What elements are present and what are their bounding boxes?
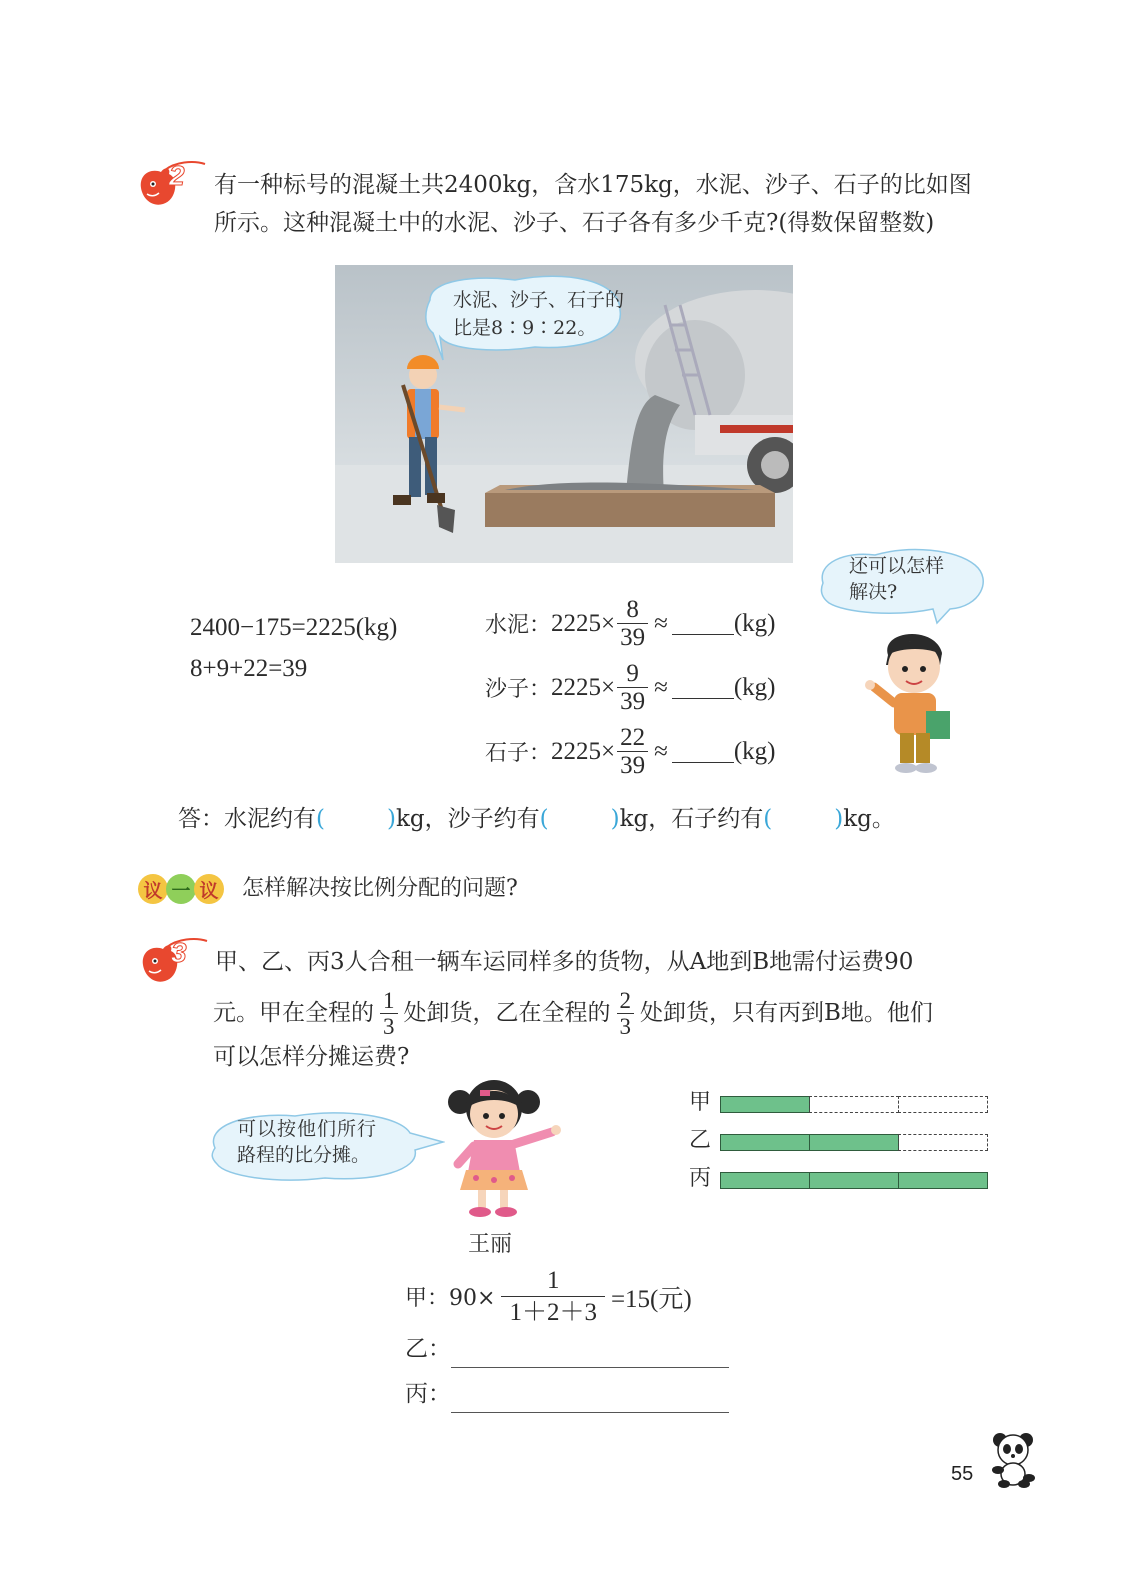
discuss-badge-2: 一 <box>166 874 196 904</box>
numerator: 22 <box>620 724 646 751</box>
yi-answer-line[interactable] <box>451 1343 729 1368</box>
problem-2-badge <box>135 160 207 210</box>
problem-2-number: 2 <box>169 160 185 191</box>
fraction-two-thirds <box>617 989 635 1038</box>
boy-bubble-line-2: 解决? <box>849 581 898 603</box>
denominator: 3 <box>617 1013 635 1038</box>
row-expr: 2225× <box>551 673 616 701</box>
row-expr: 2225× <box>551 737 616 765</box>
problem-2-line-1: 有一种标号的混凝土共2400kg，含水175kg，水泥、沙子、石子的比如图 <box>214 172 972 198</box>
bar-segment <box>898 1172 988 1189</box>
bing-line <box>405 1375 729 1413</box>
yi-line <box>405 1330 729 1368</box>
fraction <box>617 597 648 650</box>
boy-bubble-line-1: 还可以怎样 <box>849 555 945 577</box>
bar-segment <box>720 1172 810 1189</box>
worker-bubble-line-2: 比是8∶9∶22。 <box>453 317 597 339</box>
discuss-badge <box>138 874 224 904</box>
denominator: 1＋2＋3 <box>501 1296 605 1325</box>
jia-calculation <box>405 1268 692 1325</box>
boy-speech-bubble <box>815 545 990 625</box>
approx-sign: ≈ <box>654 673 668 701</box>
bar-segment <box>898 1096 988 1113</box>
numerator: 8 <box>626 596 639 623</box>
calc-row-cement <box>485 597 776 650</box>
row-label: 水泥： <box>485 613 552 638</box>
approx-sign: ≈ <box>654 609 668 637</box>
bar-label-bing: 丙 <box>689 1166 712 1191</box>
girl-speech-bubble <box>205 1108 445 1186</box>
answer-line <box>178 800 895 838</box>
bing-label: 丙： <box>405 1381 451 1407</box>
problem-3-line-2 <box>213 985 933 1041</box>
bar-segment <box>809 1134 899 1151</box>
girl-bubble-line-1: 可以按他们所行 <box>237 1118 378 1140</box>
close-paren: ) <box>834 806 844 832</box>
discuss-text: 怎样解决按比例分配的问题? <box>242 876 518 901</box>
jia-prefix: 甲：90× <box>405 1286 496 1311</box>
open-paren: ( <box>763 806 773 832</box>
problem-3-badge <box>137 937 209 987</box>
numerator: 2 <box>619 987 631 1013</box>
close-paren: ) <box>610 806 620 832</box>
answer-end: kg。 <box>843 806 895 832</box>
denominator: 3 <box>380 1013 398 1038</box>
bar-label-jia: 甲 <box>689 1090 712 1115</box>
open-paren: ( <box>316 806 325 832</box>
panda-icon <box>986 1430 1038 1488</box>
problem-3-line-1: 甲、乙、丙3人合租一辆车运同样多的货物，从A地到B地需付运费90 <box>215 949 914 975</box>
bing-answer-line[interactable] <box>451 1388 729 1413</box>
jia-fraction <box>501 1268 605 1325</box>
unit: (kg) <box>733 609 776 637</box>
fraction <box>617 725 648 778</box>
jia-result: =15(元) <box>610 1285 692 1313</box>
answer-part-2: kg，沙子约有 <box>395 806 540 832</box>
row-label: 石子： <box>485 741 552 766</box>
numerator: 9 <box>626 660 639 687</box>
denominator: 39 <box>617 687 648 714</box>
numerator: 1 <box>546 1267 560 1294</box>
answer-part-3: kg，石子约有 <box>619 806 764 832</box>
bar-label-yi: 乙 <box>689 1128 712 1153</box>
bar-segment <box>898 1134 988 1151</box>
line-2-part-a: 元。甲在全程的 <box>213 1000 374 1026</box>
line-2-part-b: 处卸货，乙在全程的 <box>403 1000 611 1026</box>
answer-blank[interactable] <box>672 676 734 699</box>
calc-row-stone <box>485 725 776 778</box>
fraction <box>617 661 648 714</box>
problem-3-number: 3 <box>171 937 187 968</box>
denominator: 39 <box>617 623 648 650</box>
numerator: 1 <box>383 987 395 1013</box>
denominator: 39 <box>617 751 648 778</box>
discuss-badge-1: 议 <box>138 874 168 904</box>
concrete-mixer-illustration <box>335 265 793 563</box>
page-number: 55 <box>951 1463 974 1485</box>
calc-line-1: 2400−175=2225(kg) <box>190 614 398 641</box>
answer-blank[interactable] <box>672 612 734 635</box>
problem-3-line-3: 可以怎样分摊运费? <box>213 1044 410 1070</box>
girl-bubble-line-2: 路程的比分摊。 <box>237 1144 371 1166</box>
girl-illustration <box>440 1072 565 1222</box>
answer-blank[interactable] <box>672 740 734 763</box>
bar-segment <box>809 1172 899 1189</box>
row-expr: 2225× <box>551 609 616 637</box>
problem-2-line-2: 所示。这种混凝土中的水泥、沙子、石子各有多少千克?(得数保留整数) <box>214 210 935 236</box>
open-paren: ( <box>539 806 549 832</box>
girl-name: 王丽 <box>468 1232 513 1257</box>
line-2-part-c: 处卸货，只有丙到B地。他们 <box>640 1000 933 1026</box>
discuss-badge-3: 议 <box>194 874 224 904</box>
calc-line-2: 8+9+22=39 <box>190 655 308 682</box>
row-label: 沙子： <box>485 677 552 702</box>
fraction-one-third <box>380 989 398 1038</box>
yi-label: 乙： <box>405 1336 451 1362</box>
calc-row-sand <box>485 661 776 714</box>
bar-segment <box>720 1096 810 1113</box>
unit: (kg) <box>733 737 776 765</box>
bar-segment <box>720 1134 810 1151</box>
approx-sign: ≈ <box>654 737 668 765</box>
unit: (kg) <box>733 673 776 701</box>
close-paren: ) <box>386 806 396 832</box>
answer-prefix: 答：水泥约有 <box>178 806 316 832</box>
boy-illustration <box>860 625 960 780</box>
worker-bubble-line-1: 水泥、沙子、石子的 <box>453 289 625 311</box>
distance-bar-diagram <box>685 1090 990 1195</box>
bar-segment <box>809 1096 899 1113</box>
